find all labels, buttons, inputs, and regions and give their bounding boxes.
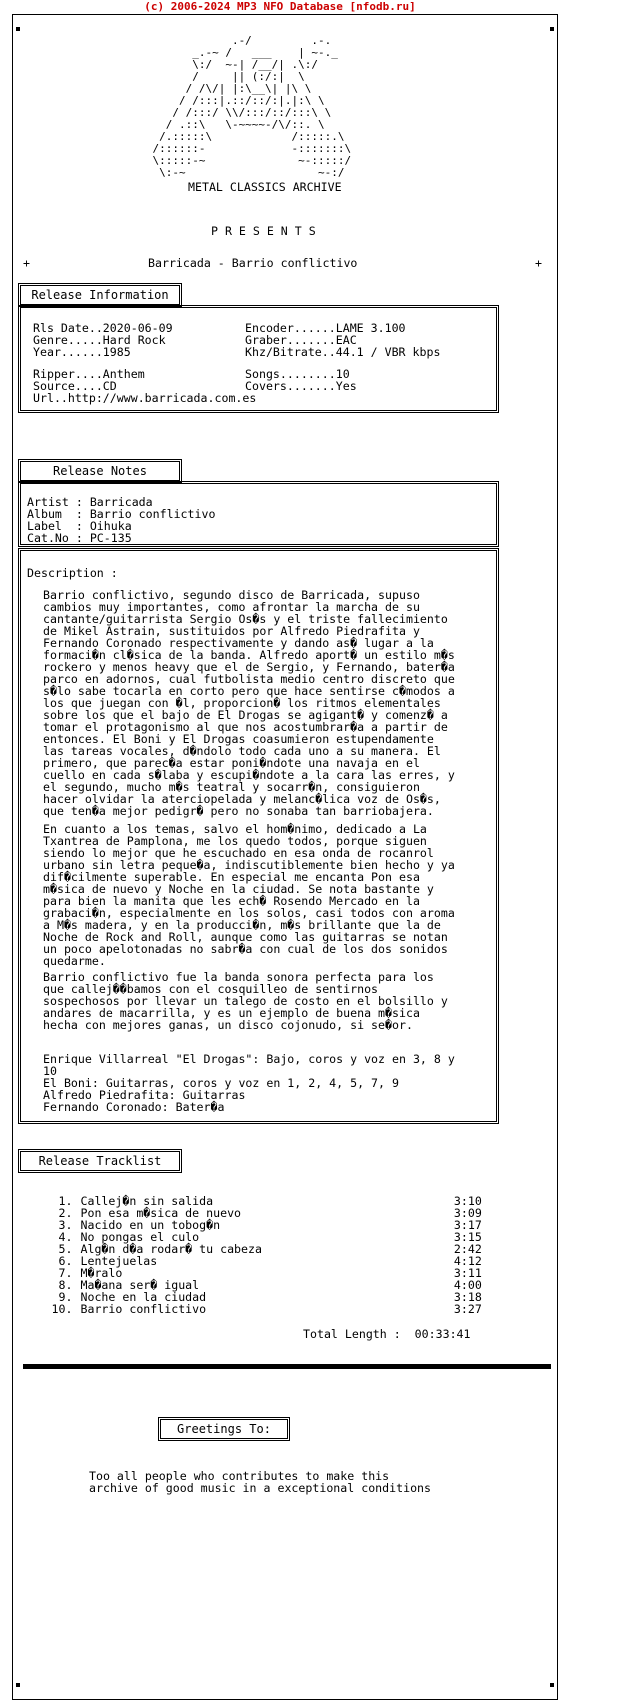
info-songs: Songs........10 [245, 367, 350, 381]
release-title: Barricada - Barrio conflictivo [148, 256, 358, 270]
description-paragraph-3: Barrio conflictivo fue la banda sonora perfecta para los que callej��bamos con el cosquilleo de sentirnos sospechosos por llevar un talego de costo en el bolsillo y andares de macarrilla, y es un ejemplo de buena m�sica hecha con mejores ganas, un disco cojonudo, si se�or. [43, 970, 448, 1032]
notes-catno: Cat.No : PC-135 [27, 531, 132, 545]
info-source: Source....CD [33, 379, 117, 393]
track-number: 8. [58, 1278, 73, 1292]
track-list [43, 1195, 503, 1315]
track-number: 6. [58, 1254, 73, 1268]
track-title: No pongas el culo [80, 1230, 200, 1244]
notes-artist: Artist : Barricada [27, 495, 153, 509]
notes-label: Label : Oihuka [27, 519, 132, 533]
release-notes-header-panel [18, 481, 499, 547]
track-length: 3:09 [453, 1206, 482, 1220]
track-title: Callej�n sin salida [80, 1194, 214, 1208]
track-title: Nacido en un tobog�n [80, 1218, 221, 1232]
track-title: Barrio conflictivo [80, 1302, 207, 1316]
track-number: 1. [58, 1194, 73, 1208]
info-graber: Graber.......EAC [245, 333, 357, 347]
info-encoder: Encoder......LAME 3.100 [245, 321, 406, 335]
presents-text: P R E S E N T S [211, 224, 316, 238]
info-ripper: Ripper....Anthem [33, 367, 145, 381]
track-number: 10. [51, 1302, 73, 1316]
description-panel [18, 548, 499, 1124]
description-paragraph-1: Barrio conflictivo, segundo disco de Barricada, supuso cambios muy importantes, como afrontar la marcha de su cantante/guitarrista Sergio Os�s y el triste fallecimiento de Mikel Astrain, sustituidos por Alfredo Piedrafita y Fernando Coronado respectivamente y dando as� lugar a la formaci�n cl�sica de la banda. Alfredo aport� un estilo m�s rockero y menos heavy que el de Sergio, y Fernando, bater�a parco en adornos, cual futbolista medio centro discreto que s�lo sabe tocarla en corto pero que hace sentirse c�modos a los que juegan con �l, proporcion� los ritmos elementales sobre los que el bajo de El Drogas se agigant� y comenz� a tomar el protagonismo al que nos acostumbrar�a a partir de entonces. El Boni y El Drogas coasumieron estupendamente las tareas vocales, d�ndolo todo cada uno a su manera. El primero, que parec�a estar poni�ndote una navaja en el cuello en cada s�laba y escupi�ndote a la cara las erres, y el segundo, mucho m�s teatral y socarr�n, consiguieron hacer olvidar la aterciopelada y melanc�lica voz de Os�s, que ten�a mejor pedigr� pero no sonaba tan barriobajera. [43, 588, 455, 818]
track-number: 4. [58, 1230, 73, 1244]
info-khz: Khz/Bitrate..44.1 / VBR kbps [245, 345, 441, 359]
tracklist [43, 1195, 503, 1315]
copyright-header: (c) 2006-2024 MP3 NFO Database [nfodb.ru] [144, 0, 416, 13]
notes-album: Album : Barrio conflictivo [27, 507, 216, 521]
track-title: Ma�ana ser� igual [80, 1278, 200, 1292]
section-greetings: Greetings To: [158, 1417, 290, 1441]
track-length: 3:27 [453, 1302, 482, 1316]
track-length: 4:12 [453, 1254, 482, 1268]
track-title: M�ralo [80, 1266, 123, 1280]
description-paragraph-2: En cuanto a los temas, salvo el hom�nimo, dedicado a La Txantrea de Pamplona, me los quedo todos, porque siguen siendo lo mejor que he escuchado en esa onda de rocanrol urbano sin letra peque�a, indiscutiblemente bien hecho y ya dif�cilmente superable. En especial me encanta Pon esa m�sica de nuevo y Noche en la ciudad. Se nota bastante y para bien la manita que les ech� Rosendo Mercado en la grabaci�n, especialmente en los solos, casi todos con aroma a M�s madera, y en la producci�n, m�s brillante que la de Noche de Rock and Roll, aunque como las guitarras se notan un poco apelotonadas no sabr�a con cual de los dos sonidos quedarme. [43, 822, 455, 968]
info-url[interactable]: Url..http://www.barricada.com.es [33, 391, 257, 405]
track-length: 3:15 [453, 1230, 482, 1244]
track-length: 3:11 [453, 1266, 482, 1280]
greetings-text: Too all people who contributes to make this archive of good music in a exceptional conditions [89, 1469, 432, 1495]
total-length: Total Length : 00:33:41 [303, 1327, 471, 1341]
bullet-left: + [23, 256, 30, 270]
divider-bar [23, 1364, 551, 1369]
info-genre: Genre.....Hard Rock [33, 333, 166, 347]
track-length: 3:18 [453, 1290, 482, 1304]
track-number: 7. [58, 1266, 73, 1280]
track-title: Pon esa m�sica de nuevo [80, 1206, 242, 1220]
nfo-frame [12, 14, 558, 1700]
corner-dot [550, 1683, 554, 1687]
section-release-information: Release Information [18, 283, 182, 307]
track-title: Alg�n d�a rodar� tu cabeza [80, 1242, 262, 1256]
corner-dot [550, 27, 554, 31]
track-title: Noche en la ciudad [80, 1290, 207, 1304]
info-covers: Covers.......Yes [245, 379, 357, 393]
track-length: 2:42 [453, 1242, 482, 1256]
release-info-panel [18, 305, 499, 413]
track-number: 3. [58, 1218, 73, 1232]
ascii-logo: .-/ .-. _.-~ / ___ | ~-._ \:/ ~-| /__/| .\:/ / || (:/:| \ / /\/| |:\__\| |\ \ / /:::|.::/::/:|.|:\ \ / /:::/ \\/:::/::/:::\ \ / .::\ \-~~~~-/\/::. \ /.:::::\ /:::::.\ /::::::- -:::::::\ \:::::-~ ~-:::::/ \:-~ ~-:/ [152, 34, 352, 179]
track-number: 2. [58, 1206, 73, 1220]
corner-dot [16, 1683, 20, 1687]
info-year: Year......1985 [33, 345, 131, 359]
section-release-notes: Release Notes [18, 459, 182, 483]
track-number: 9. [58, 1290, 73, 1304]
track-length: 3:10 [453, 1194, 482, 1208]
credits: Enrique Villarreal "El Drogas": Bajo, coros y voz en 3, 8 y 10 El Boni: Guitarras, coros y voz en 1, 2, 4, 5, 7, 9 Alfredo Piedrafita: Guitarras Fernando Coronado: Bater�a [43, 1052, 455, 1114]
track-title: Lentejuelas [80, 1254, 158, 1268]
track-number: 5. [58, 1242, 73, 1256]
track-row [43, 1303, 503, 1315]
corner-dot [16, 27, 20, 31]
section-release-tracklist: Release Tracklist [18, 1149, 182, 1173]
logo-caption: METAL CLASSICS ARCHIVE [188, 180, 342, 194]
info-rls-date: Rls Date..2020-06-09 [33, 321, 173, 335]
description-label: Description : [27, 566, 118, 580]
track-length: 3:17 [453, 1218, 482, 1232]
bullet-right: + [535, 256, 542, 270]
track-length: 4:00 [453, 1278, 482, 1292]
